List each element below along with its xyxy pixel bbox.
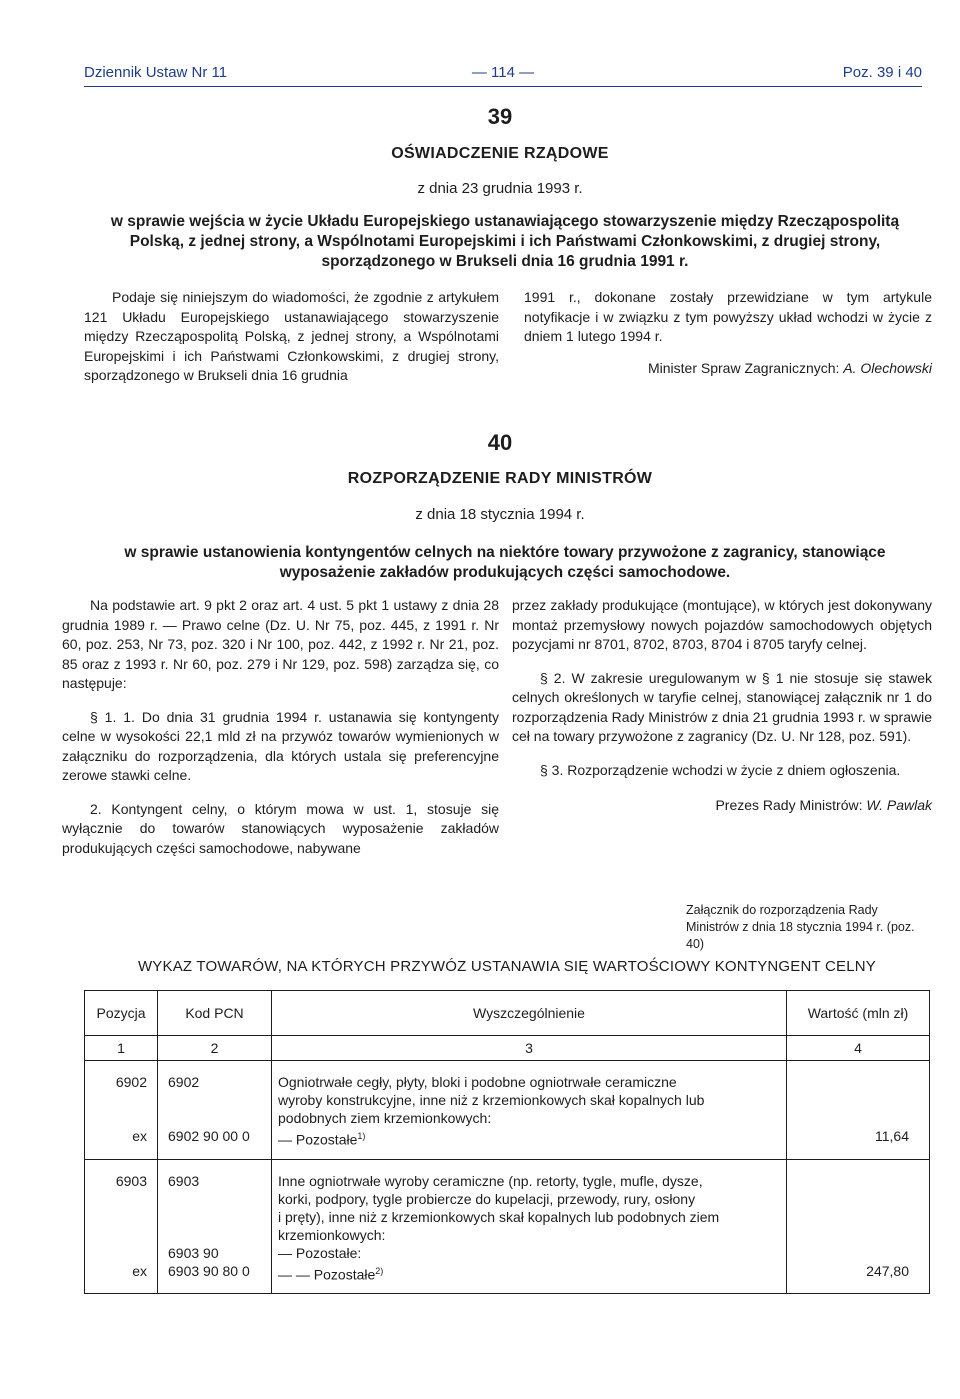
opis-line: krzemionkowych:: [278, 1226, 386, 1243]
col-number: 3: [272, 1036, 787, 1061]
kod-line: [168, 1190, 265, 1208]
opis-line: i pręty), inne niż z krzemionkowych skał kopalnych lub podobnych ziem: [278, 1208, 720, 1225]
pozycja-cell: [85, 1061, 158, 1160]
col-number: 4: [787, 1036, 930, 1061]
signature-role: Prezes Rady Ministrów:: [715, 797, 867, 813]
act-40-signature: [512, 796, 932, 816]
opis-line: podobnych ziem krzemionkowych:: [278, 1110, 492, 1126]
act-39-body-left: Podaje się niniejszym do wiadomości, że zgodnie z artykułem 121 Układu Europejskiego ustanawiającego stowarzyszenie między Rzecząpospolitą Polską, z jednej strony, a Wspólnotami Europejskimi i ich Państwami Członkowskimi, z drugiej strony, sporządzonego w Brukseli dnia 16 grudnia: [84, 289, 499, 383]
opis-line: Inne ogniotrwałe wyroby ceramiczne (np. retorty, tygle, mufle, dysze,: [278, 1172, 703, 1189]
kod-line: 6903 90 80 0: [168, 1262, 250, 1279]
running-header: [84, 64, 922, 84]
act-40-date: z dnia 18 stycznia 1994 r.: [415, 506, 585, 523]
positions-ref: Poz. 39 i 40: [842, 64, 922, 81]
opis-line: wyroby konstrukcyjne, inne niż z krzemionkowych skał kopalnych lub: [278, 1092, 705, 1108]
kod-line: [168, 1091, 265, 1109]
wartosc-line: [793, 1091, 909, 1109]
pozycja-line: [91, 1244, 147, 1262]
act-39-body-right: 1991 r., dokonane zostały przewidziane w tym artykule notyfikacje i w związku z tym powyższy układ wchodzi w życie z dniem 1 lutego 1994 r.: [524, 289, 932, 344]
opis-cell: [272, 1061, 787, 1160]
column-number-row: [85, 1036, 930, 1061]
goods-table: [84, 990, 930, 1294]
footnote-ref: 2): [375, 1265, 384, 1276]
kod-line: [168, 1226, 265, 1244]
wartosc-line: [793, 1172, 909, 1190]
col-header-pozycja: Pozycja: [85, 991, 158, 1036]
paragraph-1-2: 2. Kontyngent celny, o którym mowa w ust. 1, stosuje się wyłącznie do towarów stanowiących wyposażenie zakładów produkujących części samochodowe, nabywane: [62, 800, 499, 856]
kod-line: [168, 1109, 265, 1127]
wartosc-line: [793, 1226, 909, 1244]
paragraph-1-2-continued: przez zakłady produkujące (montujące), w których jest dokonywany montaż przemysłowy nowych pojazdów samochodowych objętych pozycjami nr 8701, 8702, 8703, 8704 i 8705 taryfy celnej.: [512, 597, 932, 652]
pozycja-line: [91, 1091, 147, 1109]
annex-note: Załącznik do rozporządzenia Rady Ministrów z dnia 18 stycznia 1994 r. (poz. 40): [686, 903, 915, 951]
act-40-right-column: [512, 596, 932, 816]
kod-line: 6902: [168, 1074, 200, 1090]
legal-basis: Na podstawie art. 9 pkt 2 oraz art. 4 ust. 5 pkt 1 ustawy z dnia 28 grudnia 1989 r. — Prawo celne (Dz. U. Nr 75, poz. 445, z 1991 r. Nr 60, poz. 253, Nr 73, poz. 320 i Nr 100, poz. 442, z 1992 r. Nr 21, poz. 85 oraz z 1993 r. Nr 60, poz. 279 i Nr 129, poz. 598) zarządza się, co następuje:: [62, 597, 499, 691]
signature-role: Minister Spraw Zagranicznych:: [648, 359, 844, 376]
paragraph-3: § 3. Rozporządzenie wchodzi w życie z dniem ogłoszenia.: [540, 761, 901, 778]
opis-line: Ogniotrwałe cegły, płyty, bloki i podobne ogniotrwałe ceramiczne: [278, 1074, 677, 1090]
wartosc-line: 11,64: [875, 1128, 909, 1144]
wartosc-line: [793, 1244, 909, 1262]
pozycja-line: [91, 1190, 147, 1208]
kod-line: 6902 90 00 0: [168, 1128, 250, 1144]
col-number: 2: [158, 1036, 272, 1061]
pozycja-cell: [85, 1159, 158, 1294]
act-39-subject: w sprawie wejścia w życie Układu Europejskiego ustanawiającego stowarzyszenie między Rzecząpospolitą Polską, z jednej strony, a Wspólnotami Europejskimi i ich Państwami Członkowskimi, z drugiej strony, sporządzonego w Brukseli dnia 16 grudnia 1991 r.: [110, 213, 900, 270]
opis-line: korki, podpory, tygle probiercze do kupelacji, przewody, rury, osłony: [278, 1190, 696, 1207]
paragraph-1-1: § 1. 1. Do dnia 31 grudnia 1994 r. ustanawia się kontyngenty celne w wysokości 22,1 mld zł na przywóz towarów wymienionych w załączniku do rozporządzenia, dla których ustala się preferencyjne zerowe stawki celne.: [62, 708, 499, 783]
signature-name: W. Pawlak: [866, 797, 932, 813]
act-39-title: OŚWIADCZENIE RZĄDOWE: [391, 145, 609, 162]
pozycja-line: [91, 1208, 147, 1226]
col-header-wartosc: Wartość (mln zł): [787, 991, 930, 1036]
pozycja-line: ex: [132, 1262, 147, 1279]
act-40-number: 40: [487, 430, 513, 455]
pozycja-line: 6902: [115, 1074, 147, 1090]
col-header-kod: Kod PCN: [158, 991, 272, 1036]
act-40-subject: w sprawie ustanowienia kontyngentów celnych na niektóre towary przywożone z zagranicy, stanowiące wyposażenie zakładów produkujących części samochodowe.: [124, 544, 886, 581]
wartosc-cell: [787, 1061, 930, 1160]
opis-line: [278, 1127, 780, 1149]
opis-text: — Pozostałe: [278, 1131, 358, 1148]
pozycja-line: 6903: [115, 1172, 147, 1189]
opis-line: — Pozostałe:: [278, 1244, 362, 1261]
table-row-6903: [85, 1159, 930, 1294]
act-39-date: z dnia 23 grudnia 1993 r.: [417, 180, 583, 197]
wartosc-line: [793, 1109, 909, 1127]
table-row-6902: [85, 1061, 930, 1160]
wartosc-line: [793, 1208, 909, 1226]
wartosc-line: [793, 1190, 909, 1208]
act-39-right-column: [524, 288, 932, 378]
signature-name: A. Olechowski: [843, 359, 932, 376]
act-39-number: 39: [487, 104, 513, 129]
col-number: 1: [85, 1036, 158, 1061]
kod-line: 6903 90: [168, 1244, 219, 1261]
wartosc-cell: [787, 1159, 930, 1294]
table-header-row: [85, 991, 930, 1036]
wartosc-line: [793, 1073, 909, 1091]
annex-title: WYKAZ TOWARÓW, NA KTÓRYCH PRZYWÓZ USTANAWIA SIĘ WARTOŚCIOWY KONTYNGENT CELNY: [137, 958, 877, 975]
opis-cell: [272, 1159, 787, 1294]
opis-text: — — Pozostałe: [278, 1266, 376, 1283]
pozycja-line: [91, 1109, 147, 1127]
kod-line: [168, 1208, 265, 1226]
opis-line: [278, 1262, 780, 1284]
act-40-left-column: [62, 596, 499, 858]
pozycja-line: ex: [132, 1128, 147, 1144]
page-number: — 114 —: [471, 64, 535, 81]
col-header-wyszczegolnienie: Wyszczególnienie: [272, 991, 787, 1036]
wartosc-line: 247,80: [866, 1262, 909, 1279]
paragraph-2: § 2. W zakresie uregulowanym w § 1 nie stosuje się stawek celnych określonych w taryfie celnej, stanowiącej załącznik nr 1 do rozporządzenia Rady Ministrów z dnia 21 grudnia 1993 r. w sprawie ceł na towary przywożone z zagranicy (Dz. U. Nr 128, poz. 591).: [512, 669, 932, 744]
kod-cell: [158, 1159, 272, 1294]
pozycja-line: [91, 1226, 147, 1244]
header-rule: [84, 86, 922, 87]
act-40-title: ROZPORZĄDZENIE RADY MINISTRÓW: [347, 470, 653, 487]
footnote-ref: 1): [357, 1131, 366, 1141]
journal-name: Dziennik Ustaw Nr 11: [84, 64, 228, 81]
kod-cell: [158, 1061, 272, 1160]
act-39-signature: [524, 359, 932, 379]
kod-line: 6903: [168, 1172, 200, 1189]
act-39-left-column: [84, 288, 499, 386]
